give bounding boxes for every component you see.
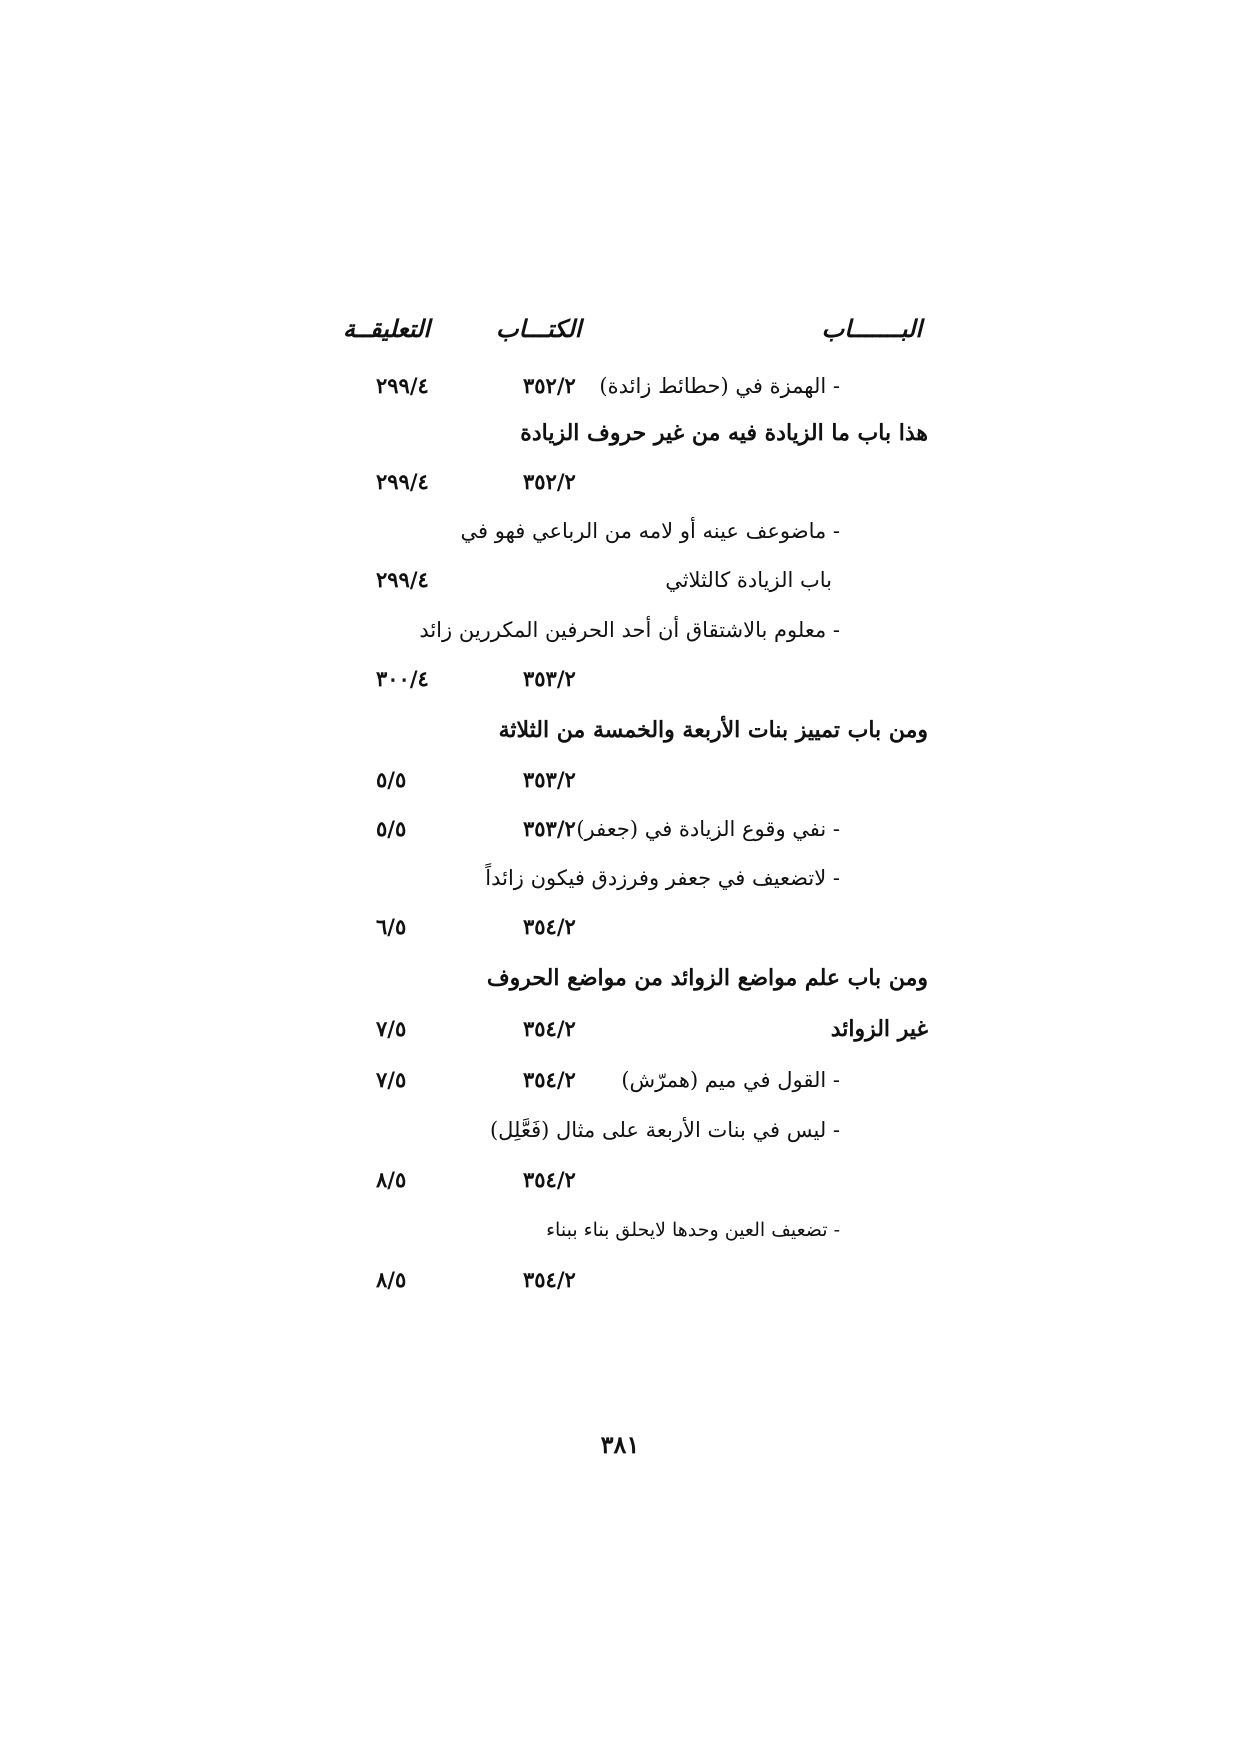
index-row xyxy=(0,562,1240,598)
row-taliq-ref: ٢٩٩/٤ xyxy=(376,469,429,494)
index-row xyxy=(0,415,1240,451)
row-topic: - نفي وقوع الزيادة في (جعفر) xyxy=(576,817,840,841)
row-taliq-ref: ٧/٥ xyxy=(376,1016,407,1041)
row-taliq-ref: ٨/٥ xyxy=(376,1267,407,1292)
row-taliq-ref: ٨/٥ xyxy=(376,1167,407,1192)
header-taliq: التعليقــة xyxy=(343,314,431,343)
index-row xyxy=(0,712,1240,748)
row-kitab-ref: ٣٥٤/٢ xyxy=(523,1016,576,1041)
index-row xyxy=(0,811,1240,847)
row-taliq-ref: ٣٠٠/٤ xyxy=(376,666,429,691)
row-kitab-ref: ٣٥٣/٢ xyxy=(523,666,576,691)
index-row xyxy=(0,1011,1240,1047)
row-kitab-ref: ٣٥٣/٢ xyxy=(523,816,576,841)
index-row xyxy=(0,661,1240,697)
index-row xyxy=(0,762,1240,798)
row-kitab-ref: ٣٥٤/٢ xyxy=(523,914,576,939)
row-topic: - القول في ميم (همرّش) xyxy=(621,1068,840,1092)
index-row xyxy=(0,909,1240,945)
row-kitab-ref: ٣٥٢/٢ xyxy=(523,373,576,398)
row-topic: - تضعيف العين وحدها لايحلق بناء ببناء xyxy=(546,1219,840,1241)
row-kitab-ref: ٣٥٤/٢ xyxy=(523,1167,576,1192)
section-heading: ومن باب تمييز بنات الأربعة والخمسة من الثلاثة xyxy=(498,717,928,743)
index-row xyxy=(0,513,1240,549)
row-taliq-ref: ٥/٥ xyxy=(376,767,407,792)
section-heading: غير الزوائد xyxy=(830,1016,928,1042)
row-topic: - ماضوعف عينه أو لامه من الرباعي فهو في xyxy=(460,519,840,543)
row-taliq-ref: ٢٩٩/٤ xyxy=(376,567,429,592)
row-taliq-ref: ٥/٥ xyxy=(376,816,407,841)
index-row xyxy=(0,1162,1240,1198)
header-bab: البـــــــاب xyxy=(821,314,922,343)
index-row xyxy=(0,1062,1240,1098)
row-kitab-ref: ٣٥٤/٢ xyxy=(523,1267,576,1292)
row-kitab-ref: ٣٥٤/٢ xyxy=(523,1067,576,1092)
row-taliq-ref: ٧/٥ xyxy=(376,1067,407,1092)
row-taliq-ref: ٦/٥ xyxy=(376,914,407,939)
row-taliq-ref: ٢٩٩/٤ xyxy=(376,373,429,398)
row-topic: - ليس في بنات الأربعة على مثال (فَعَّلِل) xyxy=(489,1118,840,1142)
index-row xyxy=(0,860,1240,896)
section-heading: هذا باب ما الزيادة فيه من غير حروف الزيادة xyxy=(520,420,928,446)
header-kitab: الكتـــاب xyxy=(496,314,582,343)
index-row xyxy=(0,960,1240,996)
row-kitab-ref: ٣٥٣/٢ xyxy=(523,767,576,792)
section-heading: ومن باب علم مواضع الزوائد من مواضع الحروف xyxy=(486,965,928,991)
row-kitab-ref: ٣٥٢/٢ xyxy=(523,469,576,494)
index-row xyxy=(0,1212,1240,1248)
row-topic: - الهمزة في (حطائط زائدة) xyxy=(599,374,840,398)
row-topic: - معلوم بالاشتقاق أن أحد الحرفين المكررين زائد xyxy=(419,618,840,642)
index-row xyxy=(0,612,1240,648)
page-number: ٣٨١ xyxy=(600,1430,640,1459)
index-row xyxy=(0,1112,1240,1148)
index-row xyxy=(0,368,1240,404)
row-topic: - لاتضعيف في جعفر وفرزدق فيكون زائداً xyxy=(485,866,840,890)
row-topic: باب الزيادة كالثلاثي xyxy=(665,568,832,592)
index-row xyxy=(0,464,1240,500)
index-row xyxy=(0,1262,1240,1298)
